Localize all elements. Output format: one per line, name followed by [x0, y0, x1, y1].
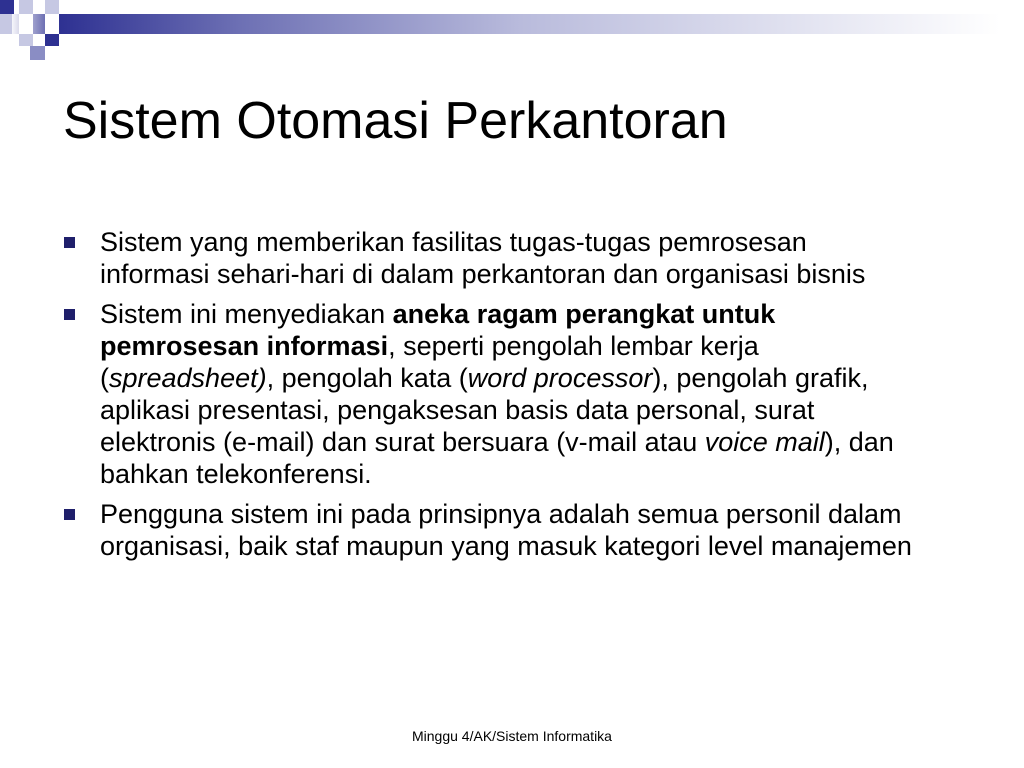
decor-square	[19, 14, 33, 34]
decor-square	[45, 0, 59, 14]
bullet-square-icon	[64, 509, 75, 520]
decor-square	[19, 34, 33, 46]
slide-footer: Minggu 4/AK/Sistem Informatika	[412, 728, 612, 744]
text-segment: Sistem ini menyediakan	[100, 299, 393, 329]
italic-text-segment: voice mail	[704, 427, 825, 457]
header-gradient-bar	[0, 14, 1024, 34]
text-segment: , pengolah kata (	[266, 363, 468, 393]
bullet-square-icon	[64, 237, 75, 248]
decor-square	[45, 14, 59, 34]
italic-text-segment: spreadsheet)	[109, 363, 267, 393]
decor-square	[0, 14, 12, 34]
bullet-text	[100, 299, 894, 489]
decor-square	[0, 0, 14, 14]
bullet-text	[100, 499, 912, 561]
decor-square	[45, 34, 59, 46]
decor-square	[30, 46, 45, 60]
bullet-text	[100, 227, 865, 289]
bullet-item	[62, 298, 922, 490]
bullet-item	[62, 498, 922, 562]
text-segment: Sistem yang memberikan fasilitas tugas-tugas pemrosesan informasi sehari-hari di dalam perkantoran dan organisasi bisnis	[100, 227, 866, 289]
bullet-list	[62, 226, 922, 570]
italic-text-segment: word processor	[467, 363, 653, 393]
text-segment: ), pengolah grafik, aplikasi presentasi, pengaksesan basis data personal, surat elektronis (e-mail) dan surat bersuara (v-mail atau	[100, 363, 869, 457]
text-segment: Pengguna sistem ini pada prinsipnya adalah semua personil dalam organisasi, baik staf maupun yang masuk kategori level manajemen	[100, 499, 912, 561]
text-segment: , seperti pengolah lembar kerja (	[100, 331, 759, 393]
bold-text-segment: aneka ragam perangkat untuk pemrosesan informasi	[100, 299, 776, 361]
bullet-item	[62, 226, 922, 290]
slide-title: Sistem Otomasi Perkantoran	[63, 92, 728, 150]
bullet-square-icon	[64, 309, 75, 320]
decor-square	[19, 0, 33, 14]
text-segment: ), dan bahkan telekonferensi.	[100, 427, 894, 489]
